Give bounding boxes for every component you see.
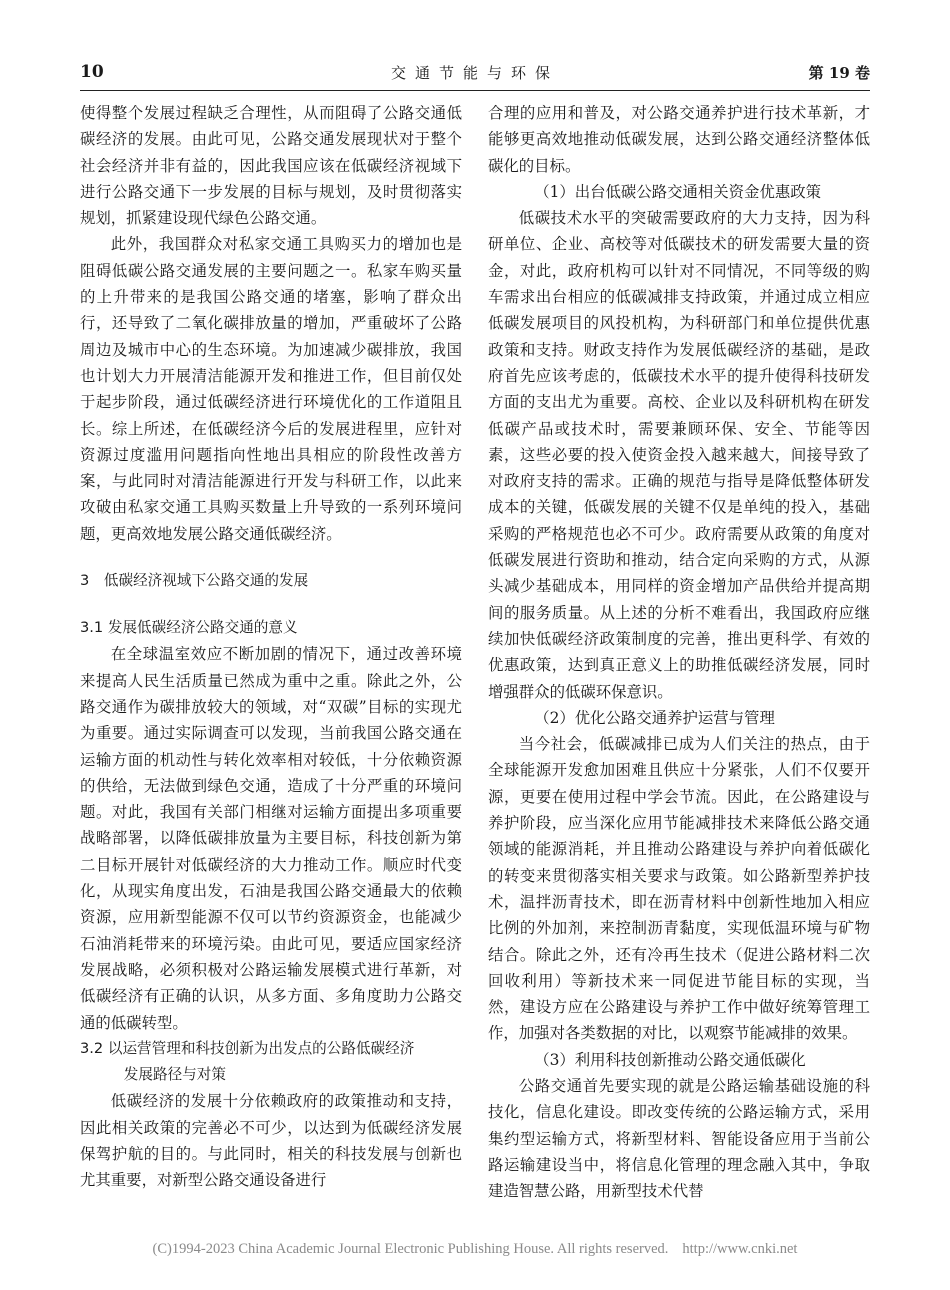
paragraph: 当今社会，低碳减排已成为人们关注的热点，由于全球能源开发愈加困难且供应十分紧张，人们不仅要开源，更要在使用过程中学会节流。因此，在公路建设与养护阶段，应当深化应用节能减排技术来降低公路交通领域的能源消耗，并且推动公路建设与养护向着低碳化的转变来贯彻落实相关要求与政策。如公路新型养护技术，温拌沥青技术，即在沥青材料中创新性地加入相应比例的外加剂，来控制沥青黏度，实现低温环境与矿物结合。除此之外，还有冷再生技术（促进公路材料二次回收利用）等新技术来一同促进节能目标的实现，当然，建设方应在公路建设与养护工作中做好统筹管理工作，加强对各类数据的对比，以观察节能减排的效果。 bbox=[488, 735, 870, 1043]
journal-title: 交通节能与环保 bbox=[390, 64, 559, 82]
paragraph: 合理的应用和普及，对公路交通养护进行技术革新，才能够更高效地推动低碳发展，达到公路交通经济整体低碳化的目标。 bbox=[488, 104, 870, 175]
paragraph: 使得整个发展过程缺乏合理性，从而阻碍了公路交通低碳经济的发展。由此可见，公路交通发展现状对于整个社会经济并非有益的，因此我国应该在低碳经济视域下进行公路交通下一步发展的目标与规划，及时贯彻落实规划，抓紧建设现代绿色公路交通。 bbox=[80, 104, 462, 228]
section-heading-3-2-line1: 3.2 以运营管理和科技创新为出发点的公路低碳经济 bbox=[80, 1039, 415, 1057]
running-header bbox=[80, 58, 870, 86]
copyright-text: (C)1994-2023 China Academic Journal Electronic Publishing House. All rights reserved. bbox=[152, 1241, 669, 1257]
section-heading-3-1: 3.1 发展低碳经济公路交通的意义 bbox=[80, 619, 298, 637]
list-item-heading: （3）利用科技创新推动公路交通低碳化 bbox=[534, 1050, 806, 1069]
paragraph: 低碳经济的发展十分依赖政府的政策推动和支持，因此相关政策的完善必不可少，以达到为低碳经济发展保驾护航的目的。与此同时，相关的科技发展与创新也尤其重要，对新型公路交通设备进行 bbox=[80, 1092, 462, 1190]
header-rule bbox=[80, 90, 870, 91]
paragraph: 此外，我国群众对私家交通工具购买力的增加也是阻碍低碳公路交通发展的主要问题之一。私家车购买量的上升带来的是我国公路交通的堵塞，影响了群众出行，还导致了二氧化碳排放量的增加，严重破坏了公路周边及城市中心的生态环境。为加速减少碳排放，我国也计划大力开展清洁能源开发和推进工作，但目前仅处于起步阶段，通过低碳经济进行环境优化的工作道阻且长。综上所述，在低碳经济今后的发展进程里，应针对资源过度滥用问题指向性地出具相应的阶段性改善方案，与此同时对清洁能源进行开发与科研工作，以此来攻破由私家交通工具购买数量上升导致的一系列环境问题，更高效地发展公路交通低碳经济。 bbox=[80, 235, 462, 543]
section-heading-3-2 bbox=[80, 1036, 462, 1089]
paragraph: 公路交通首先要实现的就是公路运输基础设施的科技化，信息化建设。即改变传统的公路运输方式，采用集约型运输方式，将新型材料、智能设备应用于当前公路运输建设当中，将信息化管理的理念融入其中，争取建造智慧公路，用新型技术代替 bbox=[488, 1076, 870, 1201]
right-column bbox=[488, 100, 870, 1204]
list-item-heading: （2）优化公路交通养护运营与管理 bbox=[534, 708, 775, 727]
paragraph: 低碳技术水平的突破需要政府的大力支持，因为科研单位、企业、高校等对低碳技术的研发需要大量的资金，对此，政府机构可以针对不同情况，不同等级的购车需求出台相应的低碳减排支持政策，并通过成立相应低碳发展项目的风投机构，为科研部门和单位提供优惠政策和支持。财政支持作为发展低碳经济的基础，是政府首先应该考虑的，低碳技术水平的提升使得科技研发方面的支出尤为重要。高校、企业以及科研机构在研发低碳产品或技术时，需要兼顾环保、安全、节能等因素，这些必要的投入使资金投入越来越大，间接导致了对政府支持的需求。正确的规范与指导是降低整体研发成本的关键，低碳发展的关键不仅是单纯的投入，基础采购的严格规范也必不可少。政府需要从政策的角度对低碳发展进行资助和推动，结合定向采购的方式，从源头减少基础成本，用同样的资金增加产品供给并提高期间的服务质量。从上述的分析不难看出，我国政府应继续加快低碳经济政策制度的完善，推出更科学、有效的优惠政策，达到真正意义上的助推低碳经济发展，同时增强群众的低碳环保意识。 bbox=[488, 209, 870, 701]
copyright-footer bbox=[0, 1241, 950, 1258]
section-heading-3-2-line2: 发展路径与对策 bbox=[123, 1066, 226, 1084]
paragraph: 在全球温室效应不断加剧的情况下，通过改善环境来提高人民生活质量已然成为重中之重。除此之外，公路交通作为碳排放较大的领域，对“双碳”目标的实现尤为重要。通过实际调查可以发现，当前我国公路交通在运输方面的机动性与转化效率相对较低，十分依赖资源的供给，无法做到绿色交通，造成了十分严重的环境问题。对此，我国有关部门相继对运输方面提出多项重要战略部署，以降低碳排放量为主要目标，科技创新为第二目标开展针对低碳经济的大力推动工作。顺应时代变化，从现实角度出发，石油是我国公路交通最大的依赖资源，应用新型能源不仅可以节约资源资金，也能减少石油消耗带来的环境污染。由此可见，要适应国家经济发展战略，必须积极对公路运输发展模式进行革新，对低碳经济有正确的认识，从多方面、多角度助力公路交通的低碳转型。 bbox=[80, 645, 462, 1032]
footer-url[interactable]: http://www.cnki.net bbox=[682, 1241, 798, 1257]
left-column bbox=[80, 100, 462, 1194]
volume-label: 第 19 卷 bbox=[808, 64, 870, 82]
page-number: 10 bbox=[80, 62, 104, 82]
section-heading-3: 3 低碳经济视域下公路交通的发展 bbox=[80, 572, 309, 590]
list-item-heading: （1）出台低碳公路交通相关资金优惠政策 bbox=[534, 182, 822, 201]
